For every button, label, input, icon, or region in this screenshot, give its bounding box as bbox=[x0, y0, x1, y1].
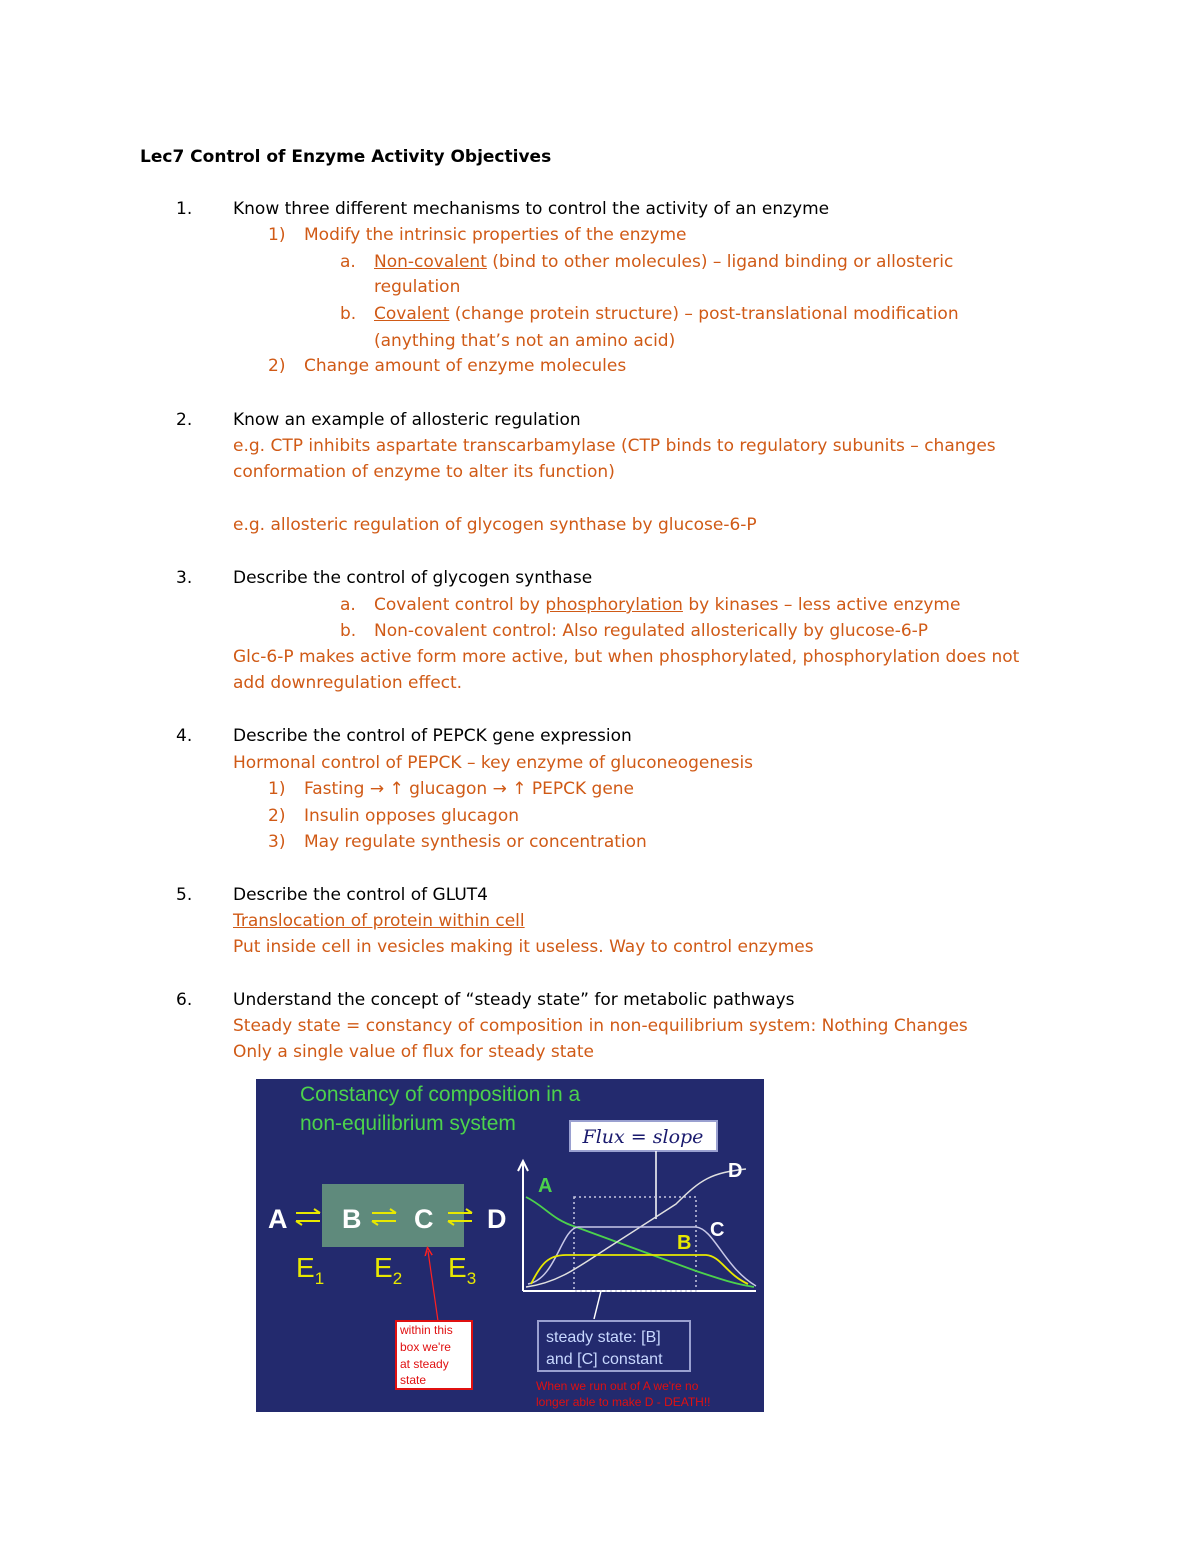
obj1-sub-b-text bbox=[374, 302, 959, 326]
obj4-item2-text: Insulin opposes glucagon bbox=[304, 806, 520, 826]
page-title: Lec7 Control of Enzyme Activity Objectives bbox=[140, 147, 552, 167]
objective-5-text: Describe the control of GLUT4 bbox=[233, 885, 488, 905]
metabolite-D: D bbox=[487, 1204, 507, 1234]
enzyme-E1-subscript: 1 bbox=[314, 1269, 325, 1288]
metabolite-B: B bbox=[342, 1204, 362, 1234]
graph-label-D: D bbox=[728, 1160, 743, 1182]
objective-1-text: Know three different mechanisms to control the activity of an enzyme bbox=[233, 199, 830, 219]
obj4-item1-text: Fasting → ↑ glucagon → ↑ PEPCK gene bbox=[304, 779, 635, 799]
obj1-item2-text: Change amount of enzyme molecules bbox=[304, 356, 627, 376]
obj1-item1-text: Modify the intrinsic properties of the enzyme bbox=[304, 225, 687, 245]
obj5-line-2: Put inside cell in vesicles making it useless. Way to control enzymes bbox=[233, 937, 814, 957]
objective-1-number: 1. bbox=[176, 199, 193, 219]
enzyme-E2-main: E bbox=[374, 1252, 393, 1283]
note-line-1: within this bbox=[400, 1323, 453, 1337]
steady-state-slide bbox=[256, 1079, 764, 1412]
covalent-term: Covalent bbox=[374, 304, 450, 324]
obj4-item1-number: 1) bbox=[268, 779, 286, 799]
obj2-line-3: e.g. allosteric regulation of glycogen synthase by glucose-6-P bbox=[233, 515, 757, 535]
enzyme-E3-subscript: 3 bbox=[466, 1269, 477, 1288]
obj1-sub-a-continuation: regulation bbox=[374, 277, 461, 297]
obj1-sub-a-rest: (bind to other molecules) – ligand binding or allosteric bbox=[486, 252, 954, 272]
obj3-sub-a-post: by kinases – less active enzyme bbox=[682, 595, 961, 615]
phosphorylation-term: phosphorylation bbox=[545, 595, 683, 615]
obj6-line-1: Steady state = constancy of composition in non-equilibrium system: Nothing Changes bbox=[233, 1016, 968, 1036]
slide-title-line-2: non-equilibrium system bbox=[300, 1112, 516, 1135]
objective-3-text: Describe the control of glycogen synthase bbox=[233, 568, 593, 588]
death-note-line-2: longer able to make D - DEATH!! bbox=[536, 1395, 711, 1409]
non-covalent-term: Non-covalent bbox=[374, 252, 487, 272]
note-line-4: state bbox=[400, 1373, 427, 1387]
obj3-sub-a-letter: a. bbox=[340, 595, 356, 615]
graph-label-C: C bbox=[710, 1219, 725, 1241]
objective-6-number: 6. bbox=[176, 990, 193, 1010]
enzyme-E1-main: E bbox=[296, 1252, 315, 1283]
obj3-sub-a-text bbox=[374, 593, 960, 617]
graph-label-B: B bbox=[677, 1232, 692, 1254]
objective-2-text: Know an example of allosteric regulation bbox=[233, 410, 581, 430]
obj1-sub-a-letter: a. bbox=[340, 252, 356, 272]
objective-5-number: 5. bbox=[176, 885, 193, 905]
enzyme-E2-subscript: 2 bbox=[392, 1269, 403, 1288]
obj1-item2-number: 2) bbox=[268, 356, 286, 376]
graph-label-A: A bbox=[538, 1175, 553, 1197]
obj2-line-1: e.g. CTP inhibits aspartate transcarbamylase (CTP binds to regulatory subunits – changes bbox=[233, 436, 996, 456]
objective-2-number: 2. bbox=[176, 410, 193, 430]
obj4-line-1: Hormonal control of PEPCK – key enzyme of gluconeogenesis bbox=[233, 753, 754, 773]
flux-label: Flux = slope bbox=[582, 1126, 704, 1148]
obj5-line-1: Translocation of protein within cell bbox=[233, 911, 525, 931]
objective-4-text: Describe the control of PEPCK gene expression bbox=[233, 726, 632, 746]
metabolite-C: C bbox=[414, 1204, 434, 1234]
obj1-sub-b-letter: b. bbox=[340, 304, 357, 324]
objective-4-number: 4. bbox=[176, 726, 193, 746]
obj3-sub-b-letter: b. bbox=[340, 621, 357, 641]
obj4-item3-text: May regulate synthesis or concentration bbox=[304, 832, 647, 852]
obj1-sub-a-text bbox=[374, 250, 953, 274]
obj1-item1-number: 1) bbox=[268, 225, 286, 245]
obj4-item3-number: 3) bbox=[268, 832, 286, 852]
enzyme-E3-main: E bbox=[448, 1252, 467, 1283]
metabolite-A: A bbox=[268, 1204, 288, 1234]
death-note-line-1: When we run out of A we're no bbox=[536, 1379, 699, 1393]
obj3-line-2: add downregulation effect. bbox=[233, 673, 463, 693]
obj3-sub-b-text: Non-covalent control: Also regulated allosterically by glucose-6-P bbox=[374, 621, 929, 641]
obj1-sub-b-continuation: (anything that’s not an amino acid) bbox=[374, 331, 676, 351]
objective-6-text: Understand the concept of “steady state” for metabolic pathways bbox=[233, 990, 795, 1010]
slide-title-line-1: Constancy of composition in a bbox=[300, 1083, 581, 1106]
obj1-sub-b-rest: (change protein structure) – post-translational modification bbox=[449, 304, 959, 324]
obj2-line-2: conformation of enzyme to alter its function) bbox=[233, 462, 615, 482]
steady-state-line-2: and [C] constant bbox=[546, 1351, 663, 1368]
obj3-sub-a-pre: Covalent control by bbox=[374, 595, 546, 615]
steady-state-line-1: steady state: [B] bbox=[546, 1329, 661, 1346]
note-line-2: box we're bbox=[400, 1340, 451, 1354]
objective-3-number: 3. bbox=[176, 568, 193, 588]
obj4-item2-number: 2) bbox=[268, 806, 286, 826]
obj6-line-2: Only a single value of flux for steady state bbox=[233, 1042, 594, 1062]
note-line-3: at steady bbox=[400, 1357, 449, 1371]
obj3-line-1: Glc-6-P makes active form more active, but when phosphorylated, phosphorylation does not bbox=[233, 647, 1020, 667]
